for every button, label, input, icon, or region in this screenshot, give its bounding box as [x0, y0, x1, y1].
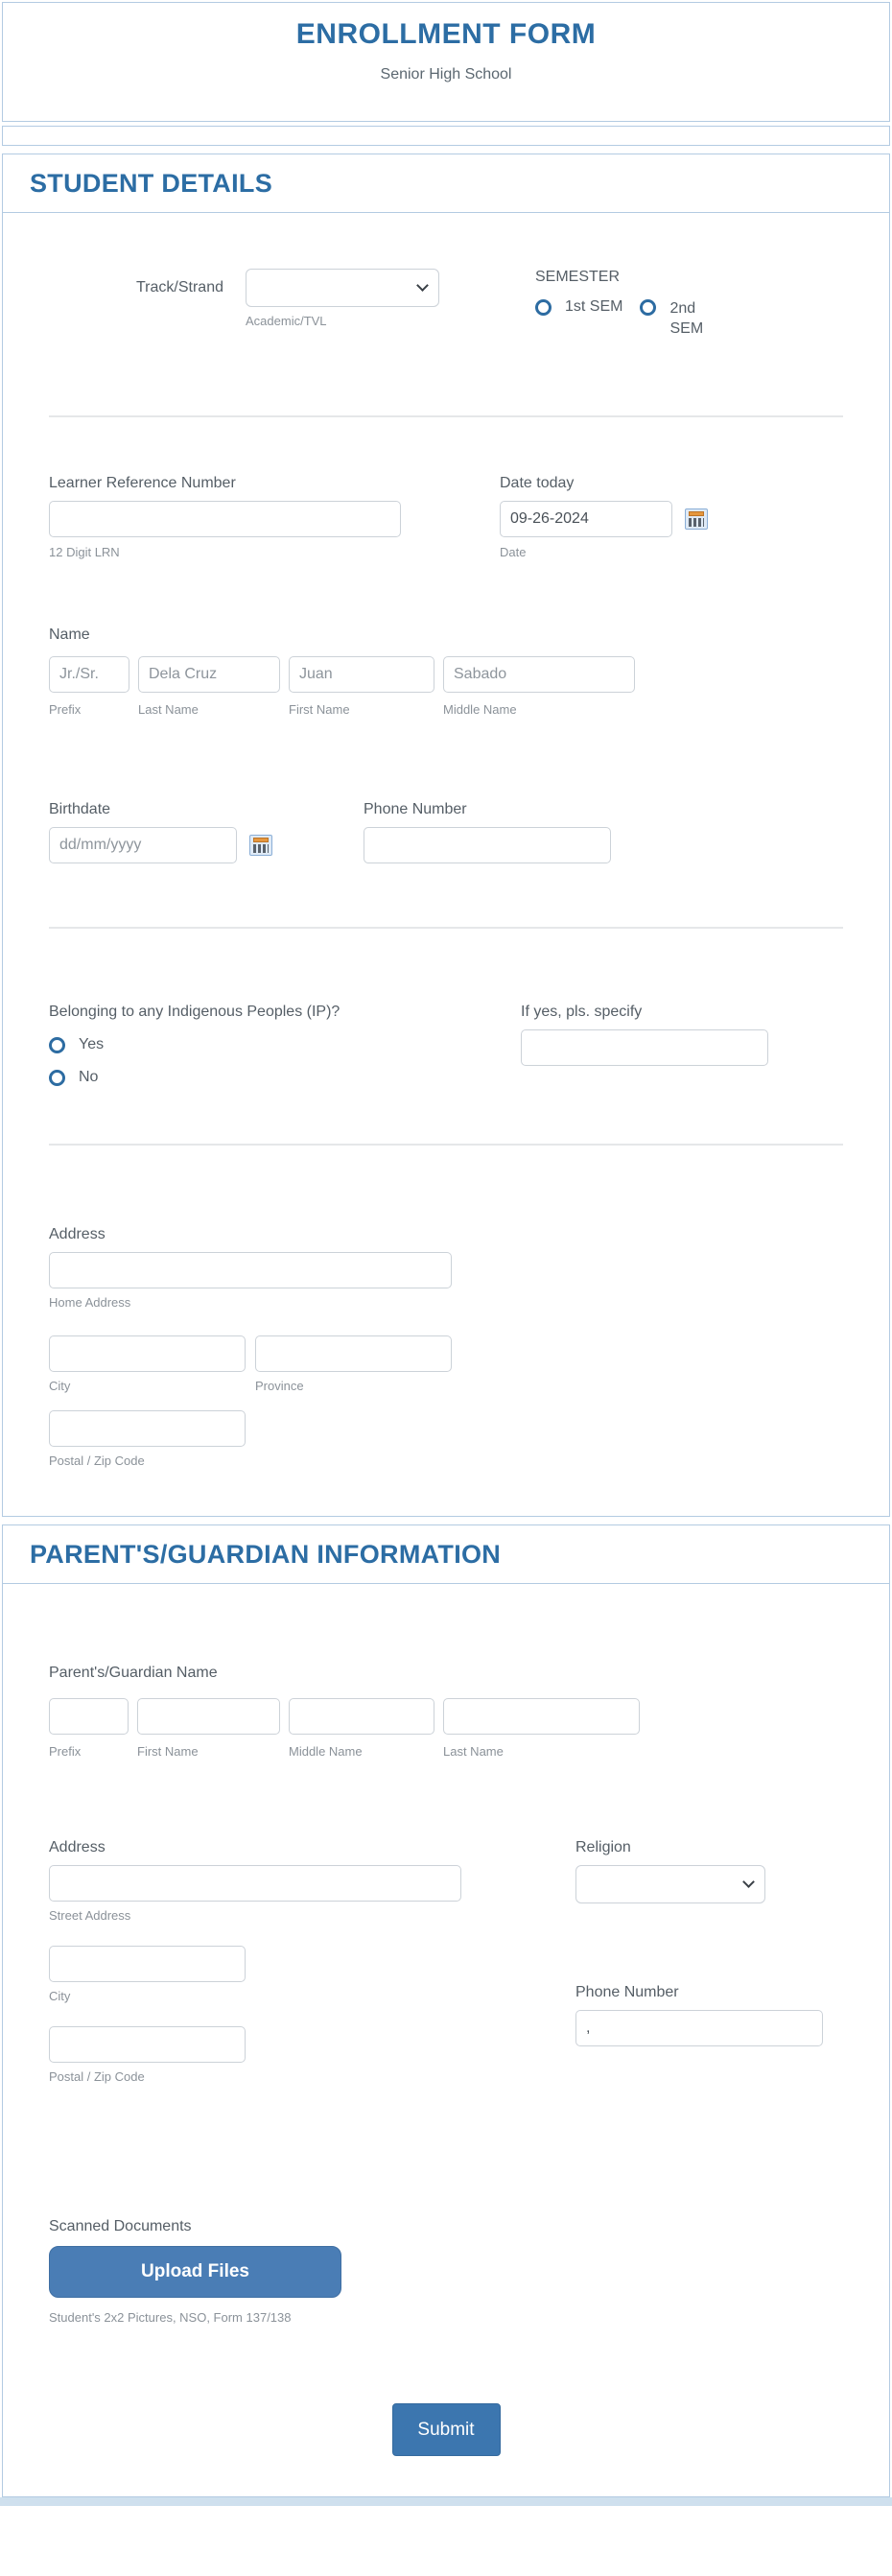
student-address-label: Address [49, 1226, 106, 1242]
lrn-label: Learner Reference Number [49, 475, 236, 491]
parent-firstname-input[interactable] [137, 1698, 280, 1735]
home-address-input[interactable] [49, 1252, 452, 1288]
date-today-label: Date today [500, 475, 575, 491]
student-firstname-input[interactable] [289, 656, 434, 693]
parent-guardian-section [2, 1524, 890, 2497]
student-postal-input[interactable] [49, 1410, 246, 1447]
date-today-input[interactable] [500, 501, 672, 537]
calendar-icon-header [253, 838, 269, 842]
ip-no-radio[interactable] [49, 1070, 65, 1086]
parent-postal-sublabel: Postal / Zip Code [49, 2069, 145, 2084]
submit-button[interactable]: Submit [392, 2403, 501, 2456]
ip-yes-label: Yes [79, 1036, 105, 1052]
scanned-documents-sublabel: Student's 2x2 Pictures, NSO, Form 137/138 [49, 2310, 292, 2325]
divider [49, 1144, 843, 1146]
student-prefix-input[interactable] [49, 656, 129, 693]
ip-specify-label: If yes, pls. specify [521, 1004, 643, 1020]
student-details-heading-bar[interactable] [3, 154, 889, 213]
parent-phone-label: Phone Number [575, 1984, 679, 2000]
parent-middlename-input[interactable] [289, 1698, 434, 1735]
student-prefix-sublabel: Prefix [49, 702, 82, 717]
divider [49, 415, 843, 417]
parent-lastname-sublabel: Last Name [443, 1744, 504, 1759]
calendar-icon[interactable] [249, 835, 272, 856]
student-name-label: Name [49, 626, 90, 643]
lrn-sublabel: 12 Digit LRN [49, 545, 120, 559]
calendar-icon-header [689, 511, 704, 516]
religion-label: Religion [575, 1839, 631, 1855]
ip-specify-input[interactable] [521, 1029, 768, 1066]
parent-city-input[interactable] [49, 1946, 246, 1982]
calendar-icon-grid [253, 844, 269, 853]
form-header-card [2, 2, 890, 122]
student-details-section [2, 154, 890, 1517]
parent-firstname-sublabel: First Name [137, 1744, 199, 1759]
parent-postal-input[interactable] [49, 2026, 246, 2063]
parent-address-label: Address [49, 1839, 106, 1855]
lrn-input[interactable] [49, 501, 401, 537]
ip-question-label: Belonging to any Indigenous Peoples (IP)? [49, 1004, 340, 1020]
track-strand-sublabel: Academic/TVL [246, 314, 327, 328]
form-title: ENROLLMENT FORM [295, 18, 597, 50]
student-province-sublabel: Province [255, 1379, 304, 1393]
student-middlename-input[interactable] [443, 656, 635, 693]
student-city-input[interactable] [49, 1335, 246, 1372]
semester-2nd-radio[interactable] [640, 299, 656, 316]
ip-no-label: No [79, 1069, 99, 1085]
parent-name-label: Parent's/Guardian Name [49, 1665, 218, 1681]
semester-1st-label: 1st SEM [565, 298, 623, 315]
religion-select[interactable] [575, 1865, 765, 1903]
student-firstname-sublabel: First Name [289, 702, 350, 717]
semester-2nd-label: 2nd SEM [669, 300, 704, 337]
form-subtitle: Senior High School [380, 66, 512, 83]
scanned-documents-label: Scanned Documents [49, 2218, 192, 2234]
track-strand-label: Track/Strand [136, 279, 223, 295]
student-lastname-input[interactable] [138, 656, 280, 693]
parent-phone-input[interactable] [575, 2010, 823, 2046]
parent-middlename-sublabel: Middle Name [289, 1744, 363, 1759]
semester-1st-radio[interactable] [535, 299, 552, 316]
parent-city-sublabel: City [49, 1989, 71, 2003]
calendar-icon-grid [689, 518, 704, 527]
parent-prefix-sublabel: Prefix [49, 1744, 82, 1759]
empty-band [2, 126, 890, 146]
student-province-input[interactable] [255, 1335, 452, 1372]
parent-guardian-heading: PARENT'S/GUARDIAN INFORMATION [30, 1540, 502, 1569]
track-strand-select[interactable] [246, 269, 439, 307]
bottom-strip [0, 2497, 892, 2506]
divider [49, 927, 843, 929]
street-address-sublabel: Street Address [49, 1908, 131, 1923]
birthdate-input[interactable] [49, 827, 237, 863]
street-address-input[interactable] [49, 1865, 461, 1902]
ip-yes-radio[interactable] [49, 1037, 65, 1053]
birthdate-label: Birthdate [49, 801, 111, 817]
parent-guardian-heading-bar[interactable] [3, 1525, 889, 1584]
parent-prefix-input[interactable] [49, 1698, 129, 1735]
semester-label: SEMESTER [535, 269, 621, 285]
student-details-heading: STUDENT DETAILS [30, 169, 272, 198]
student-lastname-sublabel: Last Name [138, 702, 199, 717]
student-phone-input[interactable] [364, 827, 611, 863]
student-phone-label: Phone Number [364, 801, 467, 817]
parent-lastname-input[interactable] [443, 1698, 640, 1735]
student-middlename-sublabel: Middle Name [443, 702, 517, 717]
date-today-sublabel: Date [500, 545, 527, 559]
home-address-sublabel: Home Address [49, 1295, 131, 1310]
student-postal-sublabel: Postal / Zip Code [49, 1453, 145, 1468]
upload-files-button[interactable]: Upload Files [49, 2246, 341, 2298]
calendar-icon[interactable] [685, 508, 708, 530]
student-city-sublabel: City [49, 1379, 71, 1393]
